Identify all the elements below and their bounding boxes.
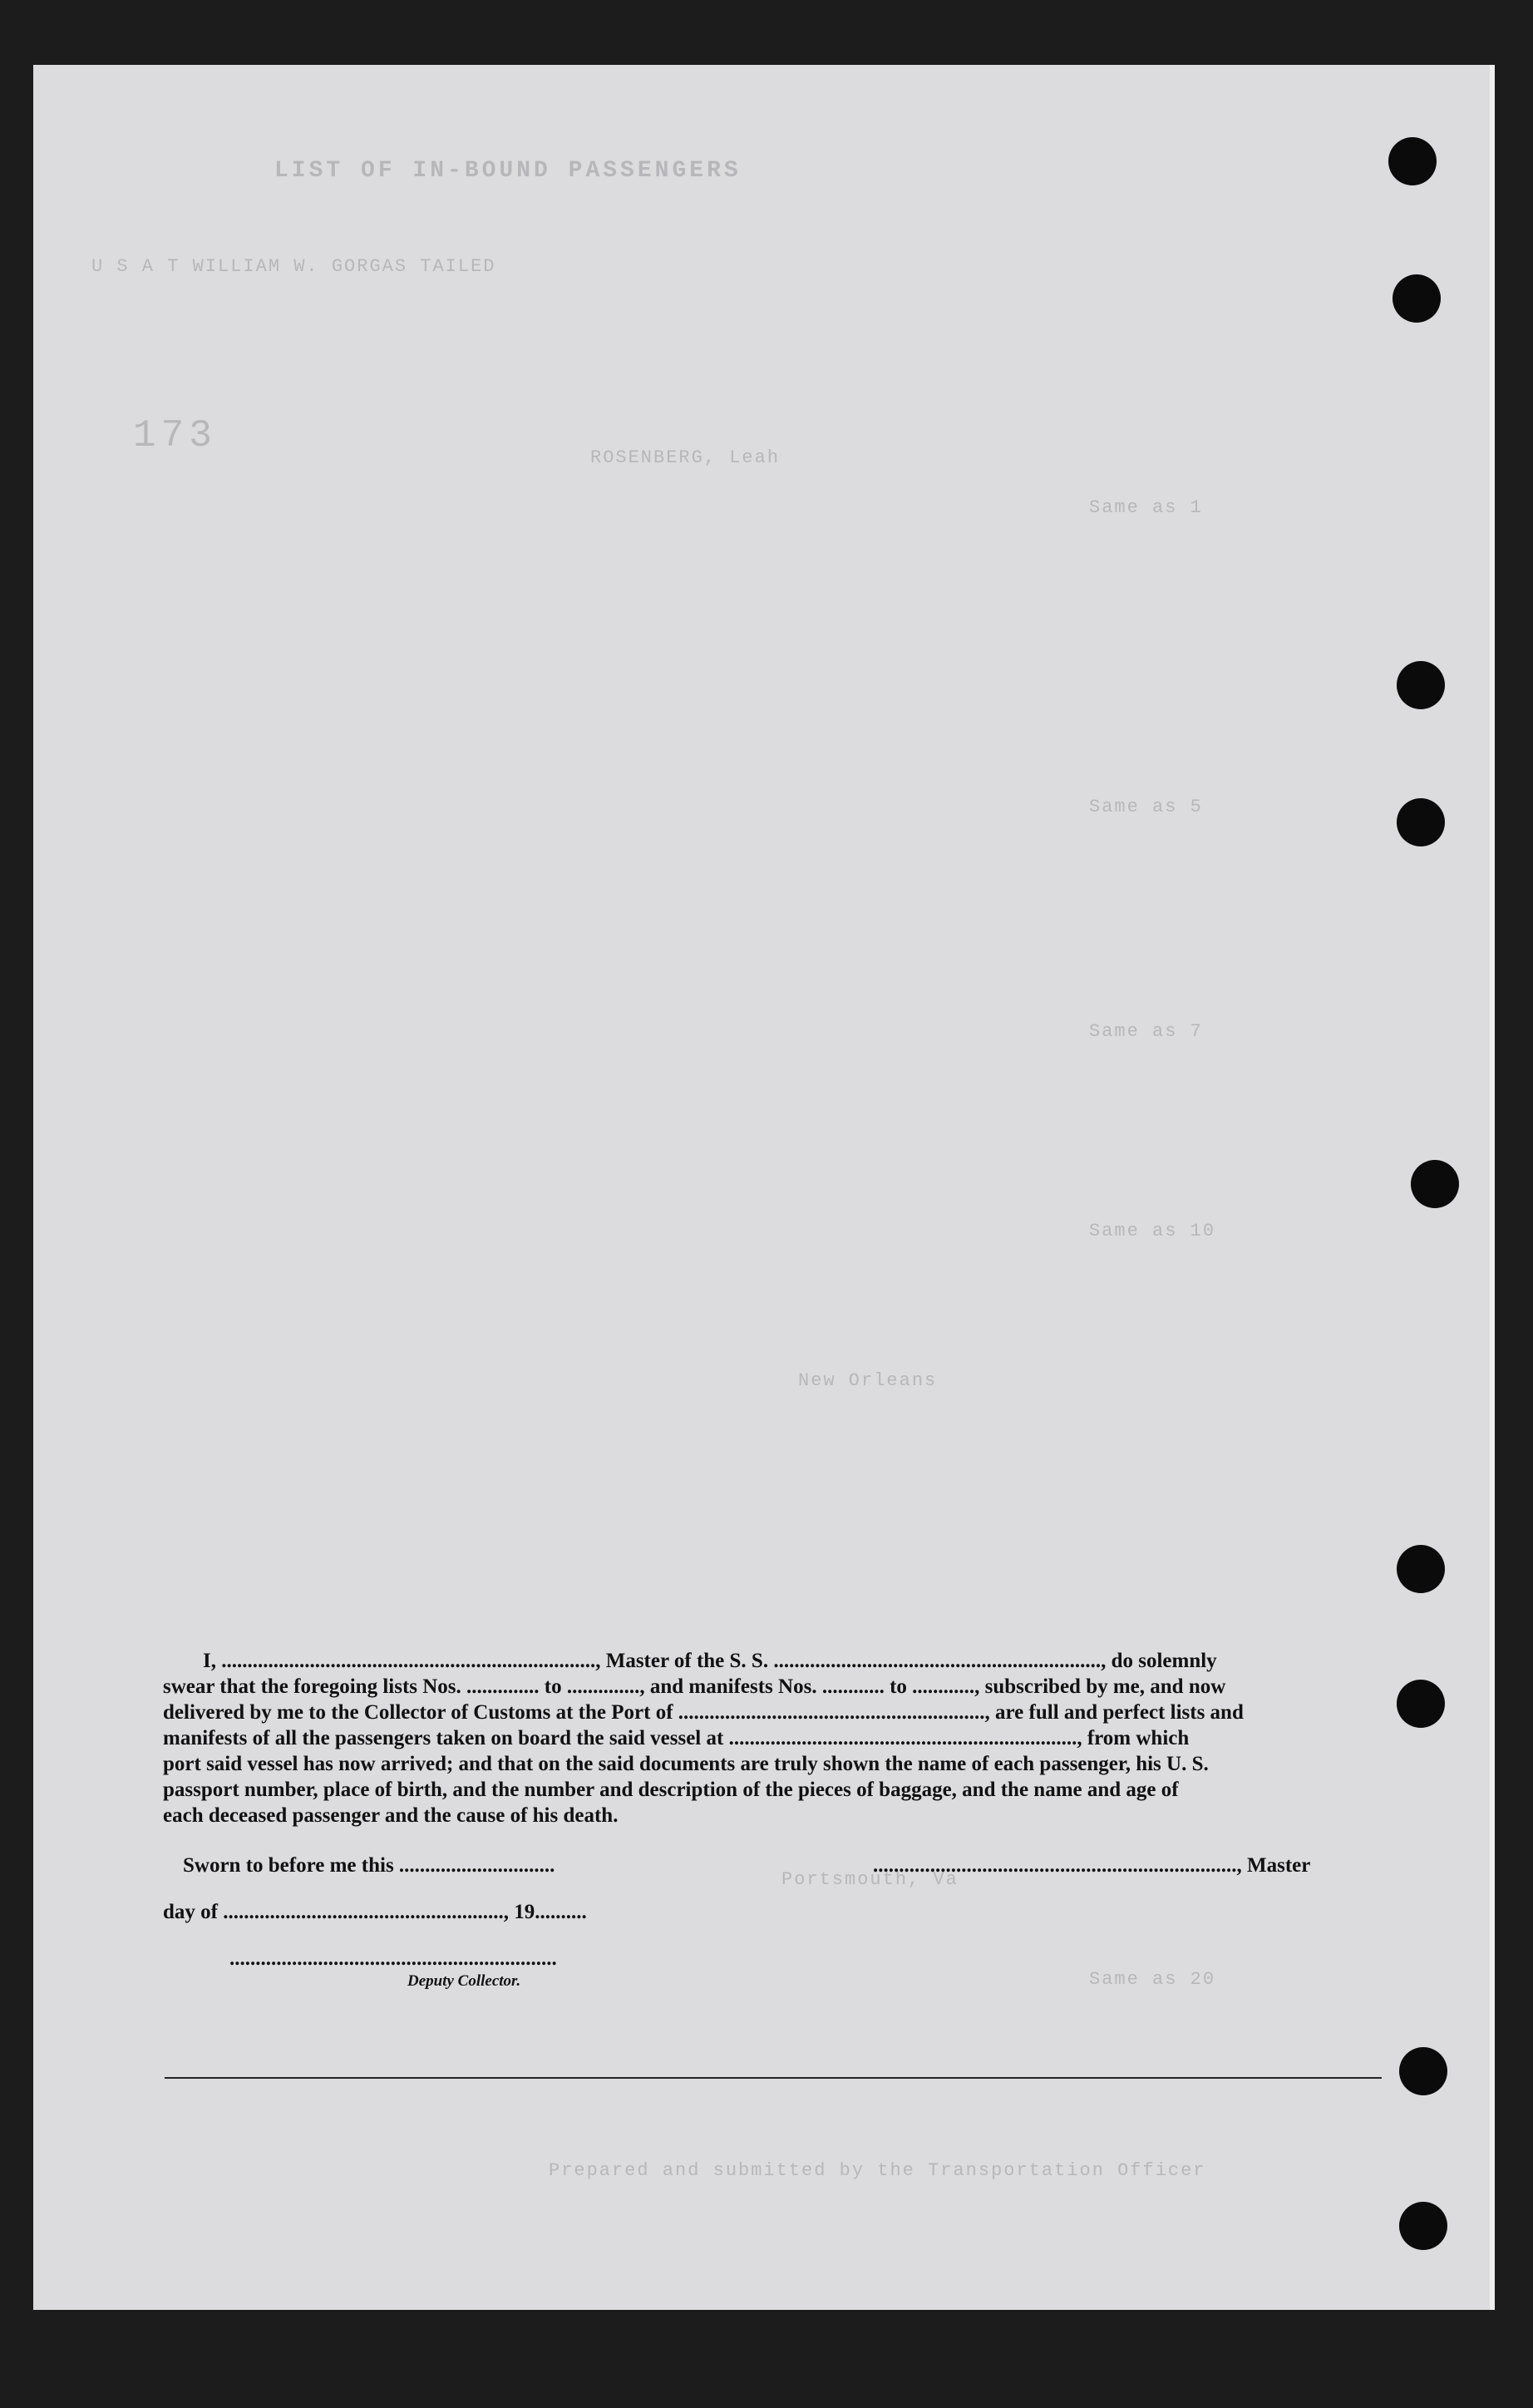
manifest-page [33, 65, 1495, 2310]
bleed-footer: Prepared and submitted by the Transportation Officer [549, 2160, 1206, 2181]
punch-hole [1397, 1680, 1445, 1728]
punch-hole [1393, 274, 1441, 323]
bleed-entry: Same as 10 [1089, 1221, 1216, 1241]
oath-paragraph [163, 1648, 1383, 1828]
bleed-entry: ROSENBERG, Leah [590, 447, 781, 468]
bleed-entry: Same as 5 [1089, 797, 1203, 817]
bleed-page-number: 173 [133, 414, 217, 457]
bleed-entry: Portsmouth, Va [781, 1869, 959, 1890]
punch-hole [1397, 798, 1445, 846]
oath-line: manifests of all the passengers taken on board the said vessel at ..................................................................., from which [163, 1727, 1190, 1749]
punch-hole [1411, 1160, 1459, 1208]
master-signature-line: ......................................................................, Master [873, 1854, 1311, 1877]
bleed-entry: Same as 7 [1089, 1021, 1203, 1042]
punch-hole [1397, 1545, 1445, 1593]
oath-line: I, ........................................................................, Master of the S. S. ..............................................................., do solemnly [203, 1650, 1217, 1672]
punch-hole [1399, 2047, 1447, 2095]
oath-line: passport number, place of birth, and the number and description of the pieces of baggage, and the name and age of [163, 1779, 1179, 1801]
oath-line: delivered by me to the Collector of Customs at the Port of ..........................................................., are full and perfect lists and [163, 1701, 1244, 1724]
bleed-entry: New Orleans [798, 1370, 938, 1391]
punch-hole [1399, 2202, 1447, 2250]
bleed-entry: Same as 20 [1089, 1969, 1216, 1990]
collector-signature-line: ............................................................... [229, 1947, 557, 1970]
punch-hole [1388, 137, 1437, 185]
oath-line: port said vessel has now arrived; and that on the said documents are truly shown the name of each passenger, his U. S. [163, 1753, 1209, 1775]
punch-hole [1397, 661, 1445, 709]
sworn-line: Sworn to before me this .............................. [183, 1854, 555, 1877]
date-line: day of ......................................................, 19.......... [163, 1901, 587, 1923]
bleed-entry: Same as 1 [1089, 497, 1203, 518]
deputy-collector-label: Deputy Collector. [407, 1972, 521, 1990]
oath-line: each deceased passenger and the cause of his death. [163, 1804, 619, 1827]
bottom-rule [165, 2077, 1382, 2079]
oath-line: swear that the foregoing lists Nos. .............. to .............., and manifests Nos. ............ to ............, subscribed by me, and now [163, 1675, 1226, 1698]
bleed-header: LIST OF IN-BOUND PASSENGERS [274, 158, 742, 184]
bleed-subheader: U S A T WILLIAM W. GORGAS TAILED [91, 256, 496, 277]
